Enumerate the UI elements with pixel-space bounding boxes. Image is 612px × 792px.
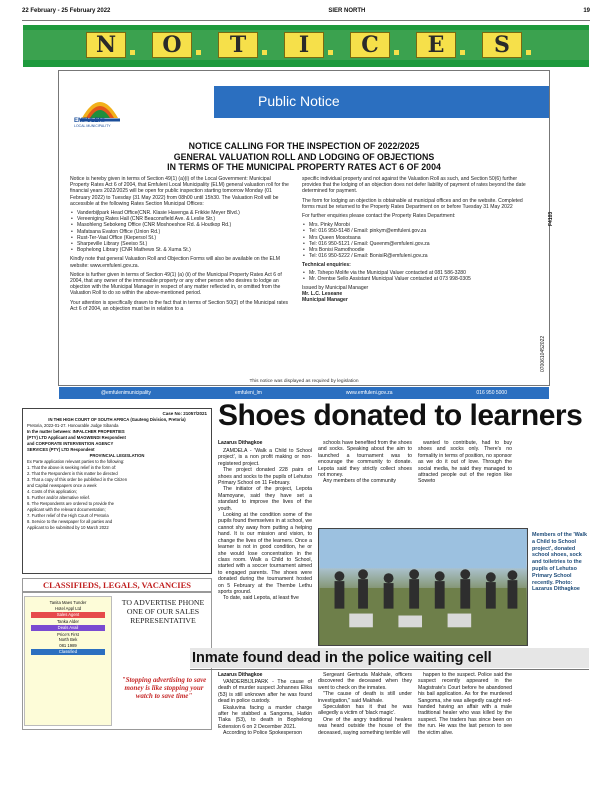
office-list: [70, 210, 290, 253]
classifieds-card: Tanita Maes Tunder Hotel Appl Ltd Sales Agent Tanka Alder Deals Avail Price's First North Bek 081 1989 Classified: [24, 596, 112, 726]
contact-detail[interactable]: • Tel: 016 950-5222 / Email: BonisiR@emfuleni.gov.za: [302, 253, 530, 259]
inmate-column-3: happen to the suspect. Police said the suspect recently appeared in the Magistrate's Court before he abandoned his bail application. As for the murdered Sangoma, she was allegedly caught red-handed having an affair with a male traditional healer who was killed by the suspect. The traders has since been on the run. He was the last person to see the victim alive.: [418, 672, 512, 736]
phone-number: 016 950 5000: [476, 390, 507, 396]
page-number: 19: [583, 8, 590, 14]
notice-paragraph: Your attention is specifically drawn to the fact that in terms of Section 50(2) of the Municipal rates Act 6 of 2004, an objection must be in relation to a: [70, 299, 289, 312]
notice-paragraph: Notice is hereby given in terms of Section 49(1) (a)(i) of the Local Government: Municipal Property Rates Act 6 of 2004, that Emfuleni Local Municipality (ELM) general valuation roll for the financial years 2022/2025 will be open for public inspection starting tomorrow Monday (01 February 2022) to Tuesday (31 May 2022) from 08h00 until 15h30. The Valuation Roll will be accessible at the following Rates Section Municipal Offices:: [70, 176, 289, 207]
issued-by: Issued by Municipal Manager: [302, 285, 369, 292]
case-number: Case No: 21057/2021: [162, 411, 207, 416]
twitter-link[interactable]: emfuleni_lm: [234, 390, 262, 396]
contact-name: • Mrs Bonisi Ramothoodie: [302, 247, 530, 253]
legal-line: 1. That the above is seeking relief in the form of:: [27, 465, 117, 470]
banner-dot: [460, 50, 465, 55]
legal-line: Applicant to be submitted by 10 March 2022: [27, 525, 109, 530]
office-item: • Masohleng Sebokeng Office (CNR Moshoeshoe Rd. & Houtkop Rd.): [70, 222, 290, 228]
headline-rule: [190, 669, 589, 670]
inmate-column-2: Sergeant Gertruda Makhale, officers discovered the deceased when they went to check on the inmates. "The cause of death is still under investigation," said Makhale. Speculation has it that he was allegedly a victim of 'black magic'. One of the angry traditional healers was heard outside the house of the deceased, saying something terrible will: [318, 672, 412, 736]
photo-caption: Members of the 'Walk a Child to School project', donated school shoes, sock and toiletries to the pupils of Lehutso Primary School recently. Photo: Lazarus Dithagkoe: [532, 532, 587, 593]
advertise-prompt: TO ADVERTISE PHONE ONE OF OUR SALES REPRESENTATIVE: [121, 598, 205, 625]
social-bar: [59, 387, 549, 399]
legal-line: 8. Service to the newspaper for all parties and: [27, 519, 113, 524]
office-item: • Mafatsana Evaton Office (Union Rd.): [70, 229, 290, 235]
banner-dot: [130, 50, 135, 55]
municipal-manager-name: Mr. L.C. Leseane: [302, 291, 343, 298]
notice-paragraph: Notice is further given in terms of Section 49(1) (a) (ii) of the Municipal Property Rates Act 6 of 2004, that any owner of the immovable property or any other person who desires to lodge an objection with the Municipal Manager in respect of any matter reflected in, or omitted from the Valuation Roll to do so within the above-mentioned period.: [70, 271, 282, 297]
office-item: • Vereeniging Rates Hall (CNR Beaconsfield Ave. & Leslie Str.): [70, 216, 290, 222]
notice-heading: NOTICE CALLING FOR THE INSPECTION OF 2022/2025 GENERAL VALUATION ROLL AND LODGING OF OBJECTIONS IN TERMS OF THE MUNICIPAL PROPERTY RATES ACT 6 OF 2004: [167, 141, 441, 172]
legal-line: Ex Parte application relevant parties to the following:: [27, 459, 125, 464]
contact-name: • Mrs. Pinky Morobi: [302, 222, 530, 228]
legal-line: 2. That the Respondent in this matter be directed: [27, 471, 118, 476]
logo-name: EMFULENI: [74, 118, 105, 124]
legal-line: 7. Further relief of the High Court of Pretoria: [27, 513, 109, 518]
page-header: [22, 8, 590, 20]
notice-left-column: [70, 176, 290, 315]
office-item: • Sharpeville Library (Seeiso St.): [70, 241, 290, 247]
legal-line: Pretoria, 2022-01-27. Honourable Judge Sibanda: [27, 423, 119, 428]
inmate-byline: Lazarus Dithagkoe: [218, 672, 263, 678]
office-item: • Vanderbijlpark Head Office(CNR. Klasie Havenga & Frikkie Meyer Blvd.): [70, 210, 290, 216]
notice-footer-note: This notice was displayed as required by legislation: [249, 379, 359, 384]
banner-dot: [526, 50, 531, 55]
tech-contact: • Mr. Orentse Sello Assistant Municipal Valuer contacted at 073 998-0305: [302, 276, 530, 282]
banner-dot: [262, 50, 267, 55]
legal-notice: [22, 408, 212, 574]
shoes-byline: Lazarus Dithagkoe: [218, 440, 263, 446]
notices-letter: I: [284, 32, 324, 58]
inmate-column-1: VANDERBIJLPARK - The cause of death of murder suspect Johannes Elika (53) is still unknown after he was found dead in police custody. Ekaluvina facing a murder charge after he stabbed a Sangoma, Hatkin Tlaka (53), to death in Bophelong Extension 6 on 2 December 2021. According to Police Spokesperson: [218, 679, 312, 737]
legal-line: Applicant with the relevant documentation;: [27, 507, 106, 512]
logo-subtitle: LOCAL MUNICIPALITY: [74, 124, 111, 128]
tech-contact-list: [302, 270, 530, 282]
issue-date: 22 February - 25 February 2022: [22, 8, 111, 14]
legal-line: PROVINCIAL LEGISLATION: [89, 453, 145, 458]
notices-letter: T: [218, 32, 258, 58]
public-notice-title: Public Notice: [258, 93, 340, 109]
municipal-manager-title: Municipal Manager: [302, 297, 348, 304]
paper-name: SIER NORTH: [328, 8, 366, 14]
facebook-link[interactable]: @emfulenimunicipality: [100, 390, 152, 396]
legal-line: (PTY) LTD Applicant and MAGWENDI Respondent: [27, 435, 126, 440]
advertise-slogan: "Stopping advertising to save money is like stopping your watch to save time": [121, 676, 207, 700]
legal-line: and CORPORATE INTERVENTION AGENCY: [27, 441, 114, 446]
notice-right-column: [302, 176, 530, 304]
notices-letter: S: [482, 32, 522, 58]
notices-letter: N: [86, 32, 126, 58]
notices-letter: C: [350, 32, 390, 58]
classifieds-title: CLASSIFIEDS, LEGALS, VACANCIES: [22, 578, 212, 592]
banner-dot: [394, 50, 399, 55]
contact-list: [302, 222, 530, 259]
legal-line: SERVICES (PTY) LTD Respondent: [27, 447, 95, 452]
office-item: • Bophelong Library (CNR Mathews St. & Xuma St.): [70, 247, 290, 253]
website-link[interactable]: www.emfuleni.gov.za: [345, 390, 393, 396]
fax-tag: 0700610452022: [540, 335, 546, 372]
contact-detail[interactable]: • Tel: 016 950-5148 / Email: pinkym@emfuleni.gov.za: [302, 228, 530, 234]
banner-dot: [196, 50, 201, 55]
legal-line: and Capital newspapers once a week: [27, 483, 97, 488]
notice-paragraph: Kindly note that general Valuation Roll and Objection Forms will also be available on the ELM website: www.emfuleni.gov.za.: [70, 256, 280, 269]
legal-line: 6. The Respondents are ordered to provide the: [27, 501, 114, 506]
reference-tag: F4103: [548, 211, 554, 226]
notice-paragraph: The form for lodging an objection is obtainable at municipal offices and on the website. Completed forms must be returned to the Property Rates Department on or before Tuesday 31 May 2022: [302, 197, 523, 210]
legal-line: 4. Costs of this application;: [27, 489, 78, 494]
office-item: • Rust-Ter-Vaal Office (Kiepersol St.): [70, 235, 290, 241]
court-name: IN THE HIGH COURT OF SOUTH AFRICA (Gauteng Division, Pretoria): [48, 417, 186, 422]
notice-paragraph: specific individual property and not against the Valuation Roll as such, and Section 50(6) further provides that the lodging of an objection does not defer liability of payment of rates beyond the date determined for payment.: [302, 176, 526, 195]
notices-letter: O: [152, 32, 192, 58]
shoes-column-3: wanted to contribute, had to buy shoes and socks only. There's no formality in terms of position, no sponsor as we do it out of love. Through the social media, he said they managed to attracted people out of the region like Soweto: [418, 440, 512, 485]
shoes-column-2: schools have benefited from the shoes and socks. Speaking about the aim to launched a tournament was to encourage the community to donate. Lepota said they strictly collect shoes not money. Any members of the community: [318, 440, 412, 485]
banner-dot: [328, 50, 333, 55]
legal-line: 5. Further and/or alternative relief.: [27, 495, 91, 500]
contact-detail[interactable]: • Tel: 016 950-5121 / Email: Queenm@emfuleni.gov.za: [302, 241, 530, 247]
inmate-headline: Inmate found dead in the police waiting cell: [192, 650, 492, 666]
notices-letter: E: [416, 32, 456, 58]
contact-name: • Mrs Queen Mosotsana: [302, 235, 530, 241]
shoes-headline: Shoes donated to learners: [218, 399, 583, 432]
header-rule: [22, 20, 590, 21]
tech-contact: • Mr. Tshepo Molife via the Municipal Valuer contacted at 081 586-3280: [302, 270, 530, 276]
legal-line: 3. That a copy of this order be published in the Citizen: [27, 477, 128, 482]
shoes-column-1: ZAMDELA - 'Walk a Child to School project', is a non profit making or non-registered project. The project donated 228 pairs of shoes and socks to the pupils of Lehutso Primary School on 11 February. The initiator of the project, Lepota Mamoyane, said they have set a standard to improve the lives of the youth. Looking at the condition some of the pupils found themselves in at school, we cannot shy away from putting a helping hand. It is our mission and vision, to change the lives of the learners. Once a learner is not in good condition, he or she would lose concentration in the class room. Walk a Child to School, started with a soccer tournament aimed to engaged parents. The shoes were donated during the tournament hosted on 5 February at the Thembe Lethu sports ground. To date, said Lepota, at least five: [218, 448, 312, 602]
legal-line: In the matter between: INFALCHER PROPERTIES: [27, 429, 125, 434]
notice-paragraph: For further enquiries please contact the Property Rates Department:: [302, 213, 456, 220]
tech-heading: Technical enquiries:: [302, 262, 351, 269]
shoes-photo: [318, 528, 528, 646]
